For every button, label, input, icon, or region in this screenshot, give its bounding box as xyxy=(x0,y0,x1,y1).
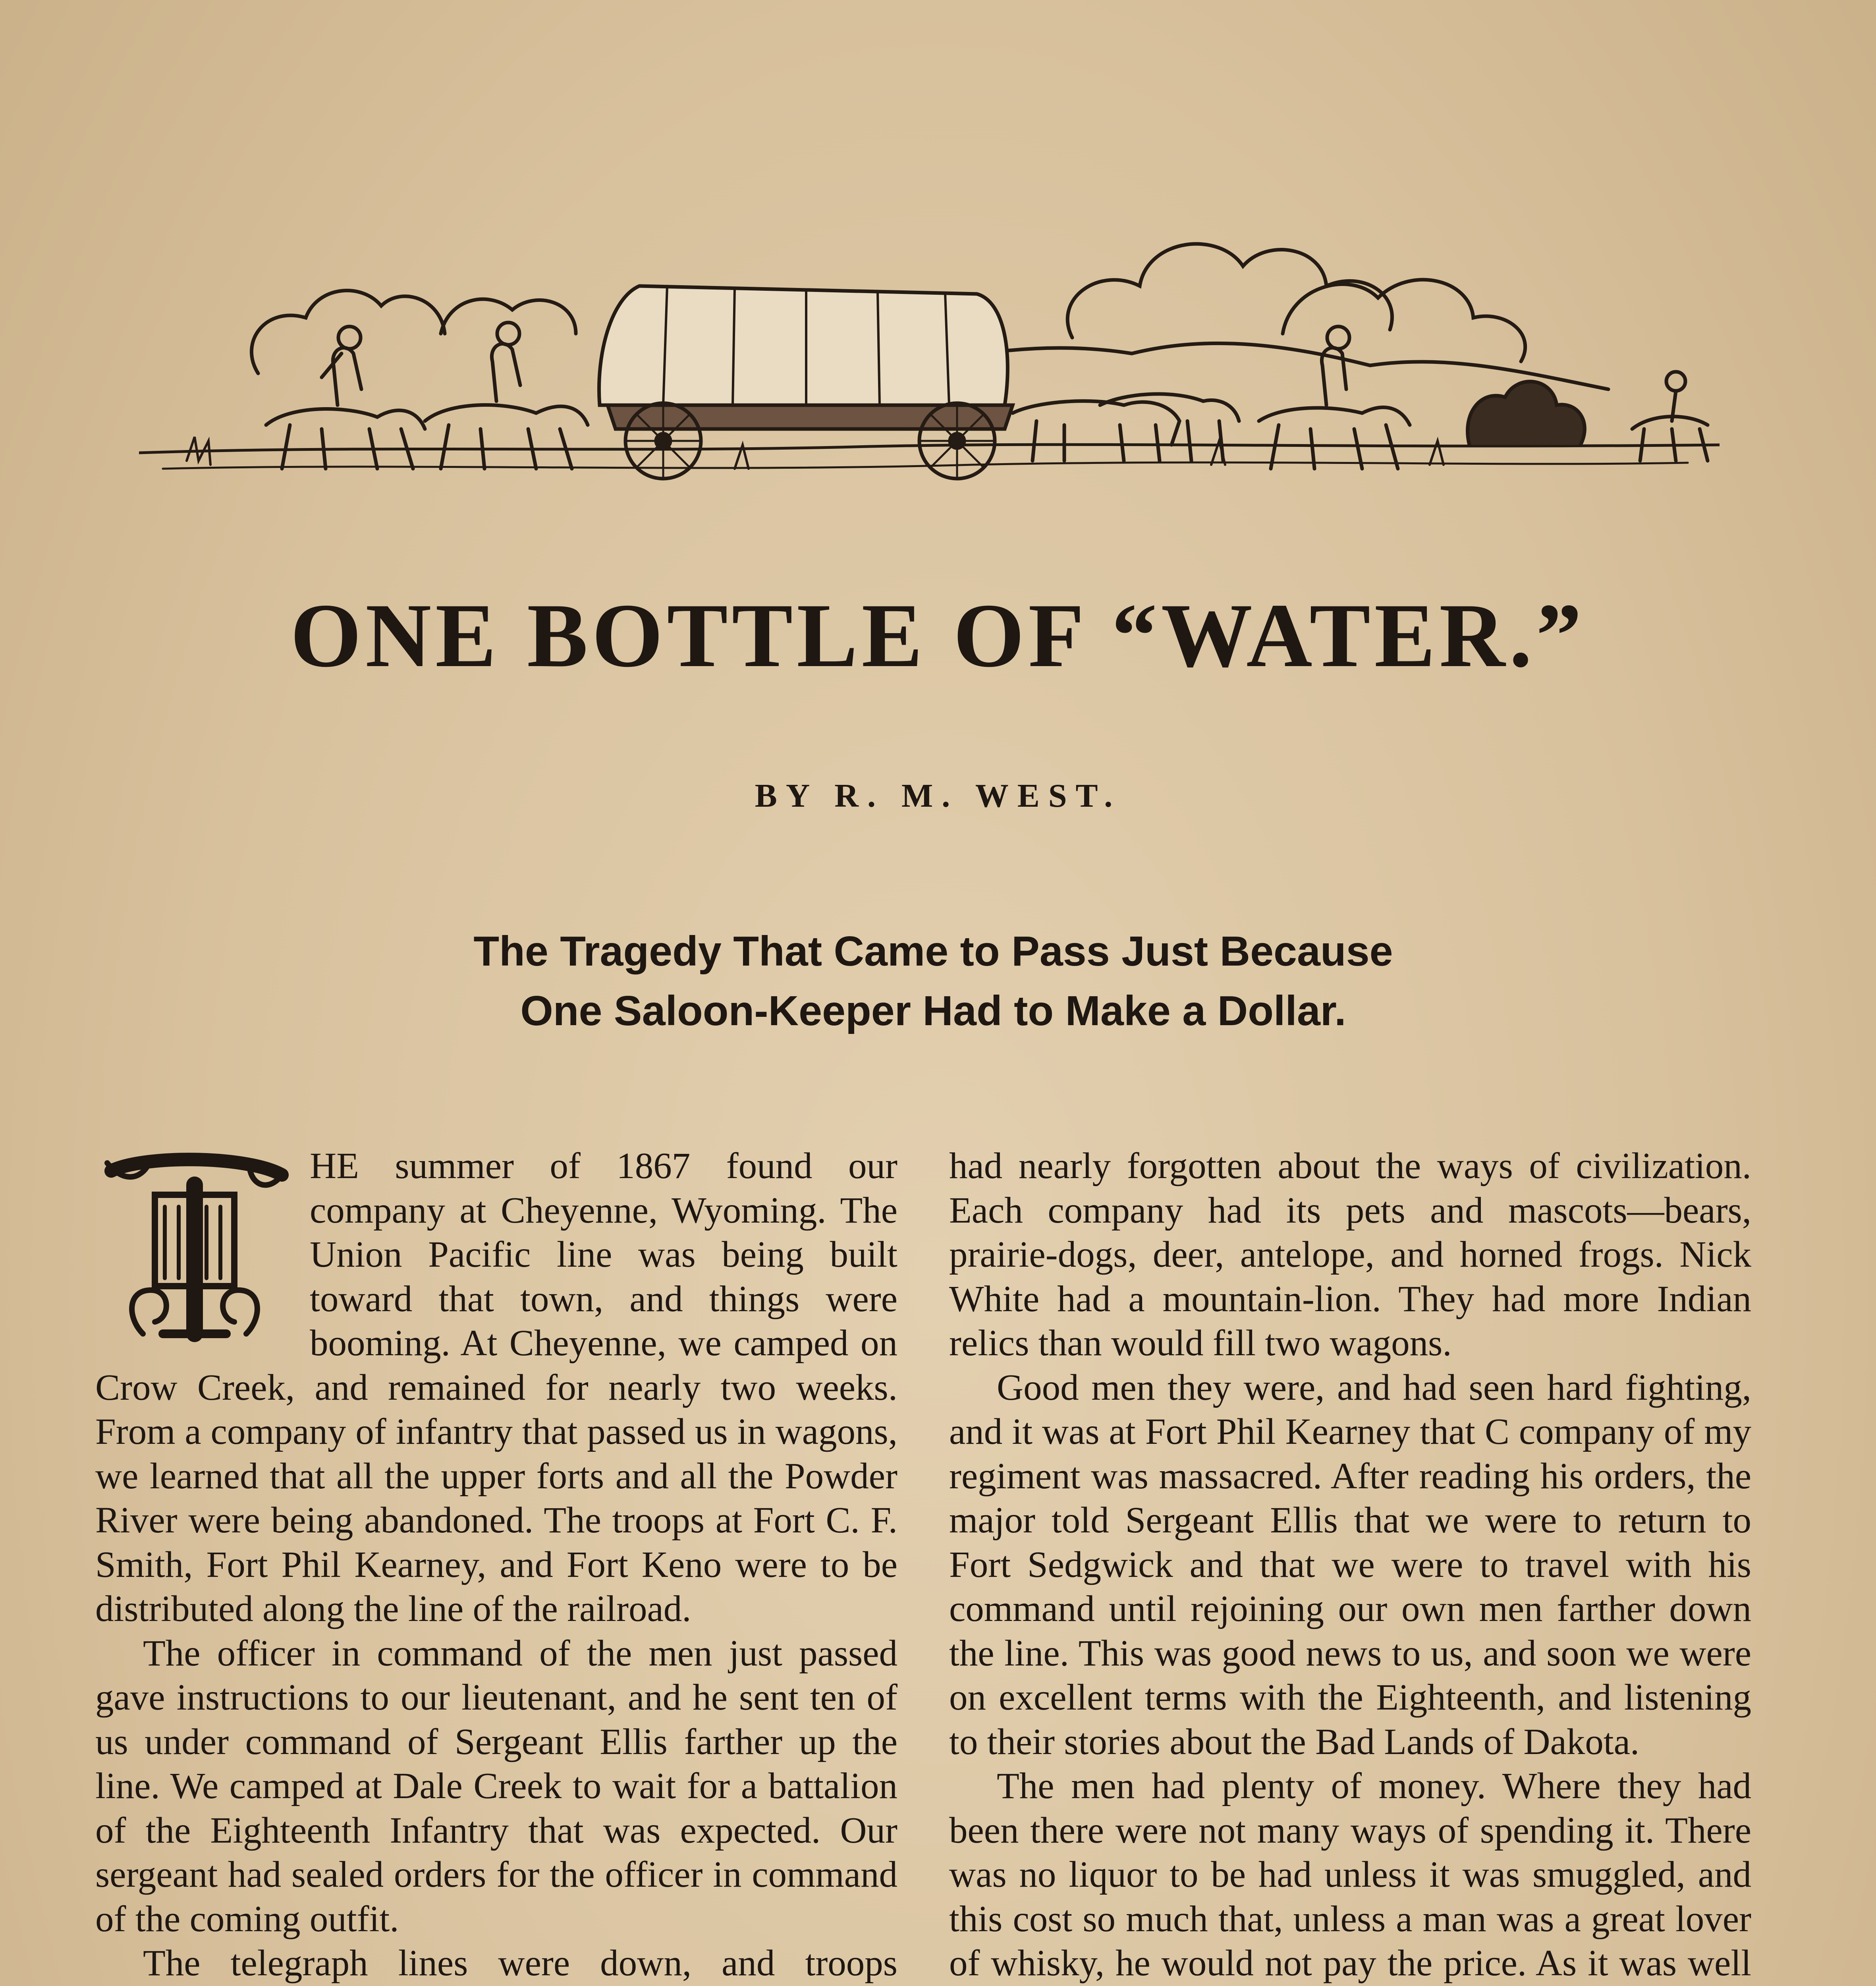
paragraph: The officer in command of the men just passed gave instructions to our lieutenant, and he sent ten of us under command of Sergeant Ellis farther up the line. We camped at Dale Creek to wait for a battalion of the Eighteenth Infantry that was expected. Our sergeant had sealed orders for the officer in command of the coming outfit. xyxy=(95,1632,897,1940)
right-column xyxy=(949,1144,1751,1986)
paragraph: The telegraph lines were down, and troops xyxy=(143,1943,897,1984)
article-title: ONE BOTTLE OF “WATER.” xyxy=(290,585,1586,686)
wagon-train-illustration xyxy=(139,167,1720,532)
subtitle-line: One Saloon-Keeper Had to Make a Dollar. xyxy=(520,987,1346,1034)
drop-cap-t-icon xyxy=(95,1147,294,1346)
article-byline: BY R. M. WEST. xyxy=(755,777,1121,814)
left-column xyxy=(95,1144,897,1986)
subtitle-line: The Tragedy That Came to Pass Just Because xyxy=(473,928,1393,975)
paragraph: Good men they were, and had seen hard fighting, and it was at Fort Phil Kearney that C company of my regiment was massacred. After reading his orders, the major told Sergeant Ellis that we were to return to Fort Sedgwick and that we were to travel with his command until rejoining our own men farther down the line. This was good news to us, and soon we were on excellent terms with the Eighteenth, and listening to their stories about the Bad Lands of Dakota. xyxy=(949,1367,1751,1762)
article-subtitle xyxy=(397,922,1469,1041)
opening-text: HE summer of 1867 found our company at Cheyenne, Wyoming. The Union Pacific line was being built toward that town, and things were booming. At Cheyenne, we camped on Crow Creek, and remained for nearly two weeks. From a company of infantry that passed us in wagons, we learned that all the upper forts and all the Powder River were being abandoned. The troops at Fort C. F. Smith, Fort Phil Kearney, and Fort Keno were to be distributed along the line of the railroad. xyxy=(95,1146,897,1629)
paragraph: The men had plenty of money. Where they had been there were not many ways of spending it. There was no liquor to be had unless it was smuggled, and this cost so much that, unless a man was a great lover of whisky, he would not pay the price. As it was well xyxy=(949,1766,1751,1984)
paragraph: had nearly forgotten about the ways of civilization. Each company had its pets and mascots—bears, prairie-dogs, deer, antelope, and horned frogs. Nick White had a mountain-lion. They had more Indian relics than would fill two wagons. xyxy=(949,1146,1751,1364)
opening-paragraph xyxy=(95,1144,897,1631)
